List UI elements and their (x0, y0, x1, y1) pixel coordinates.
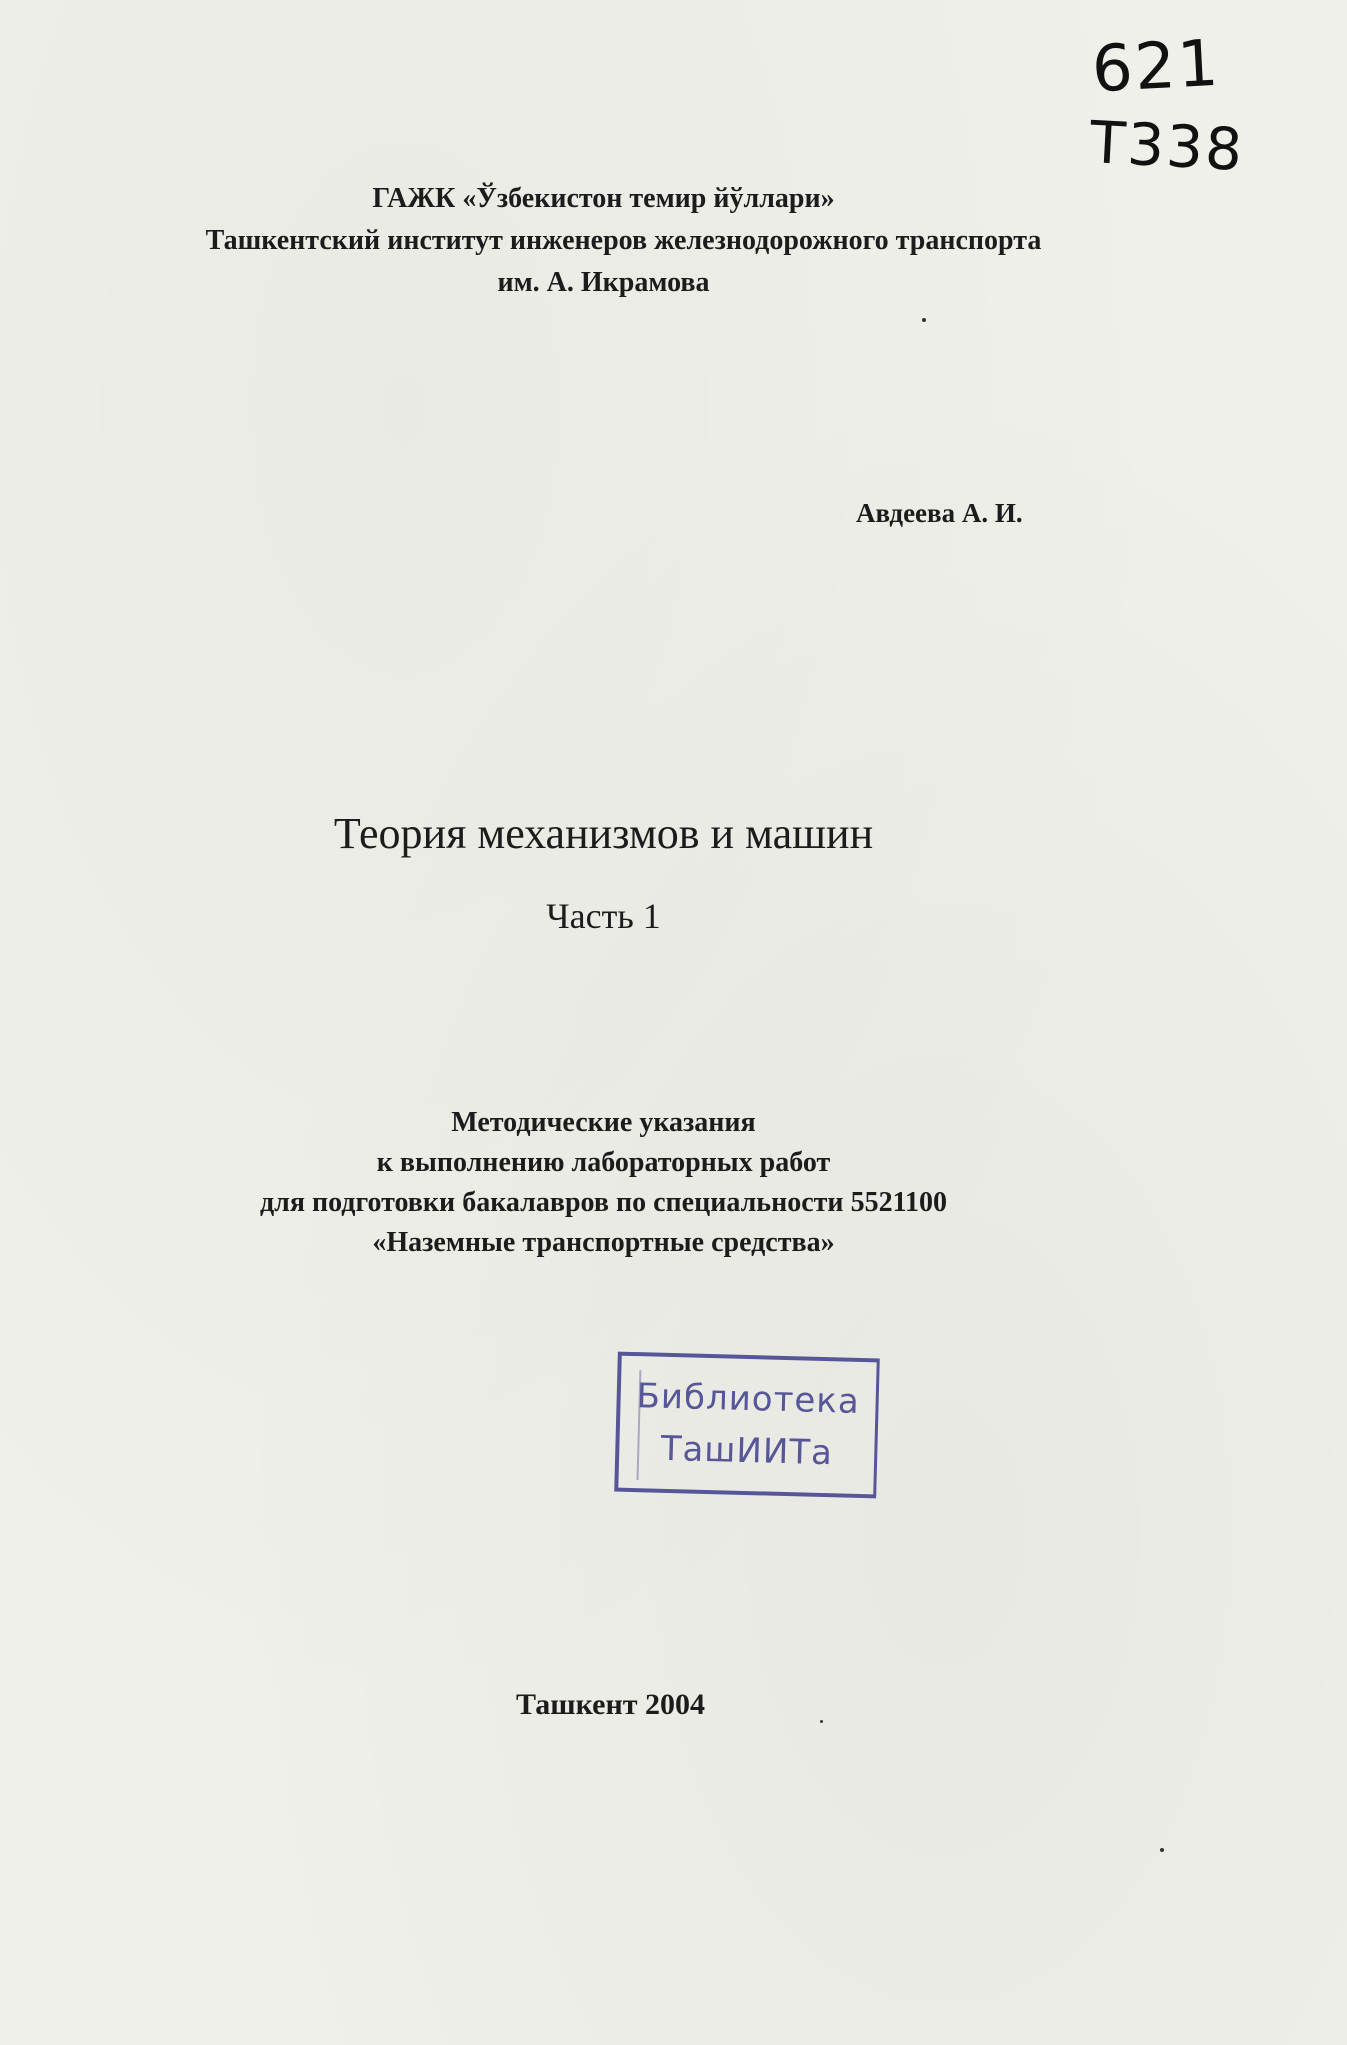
stamp-institute-label: ТашИИТа (660, 1428, 834, 1474)
description-line-1: Методические указания (451, 1107, 756, 1138)
scan-speck (1160, 1848, 1164, 1852)
stamp-library-label: Библиотека (636, 1376, 861, 1422)
header-institute: Ташкентский институт инженеров железнодорожного транспорта (205, 225, 1042, 256)
document-part: Часть 1 (546, 896, 661, 936)
header-organization: ГАЖК «Ўзбекистон темир йўллари» (372, 183, 835, 214)
description-line-2: к выполнению лабораторных работ (376, 1147, 831, 1178)
library-stamp (614, 1352, 880, 1499)
shelfmark-class-number: 621 (1090, 26, 1223, 108)
scan-speck (922, 318, 926, 322)
header-institute-name: им. А. Икрамова (497, 267, 710, 298)
author-name: Авдеева А. И. (856, 498, 1023, 528)
document-title: Теория механизмов и машин (333, 809, 874, 858)
institution-header (0, 178, 1347, 304)
description-line-4: «Наземные транспортные средства» (372, 1227, 835, 1258)
document-description (0, 1103, 1347, 1263)
shelfmark-author-code: T338 (1088, 108, 1246, 184)
publication-place-year: Ташкент 2004 (516, 1688, 705, 1721)
description-line-3: для подготовки бакалавров по специальности 5521100 (259, 1187, 948, 1218)
scan-speck (820, 1720, 823, 1723)
